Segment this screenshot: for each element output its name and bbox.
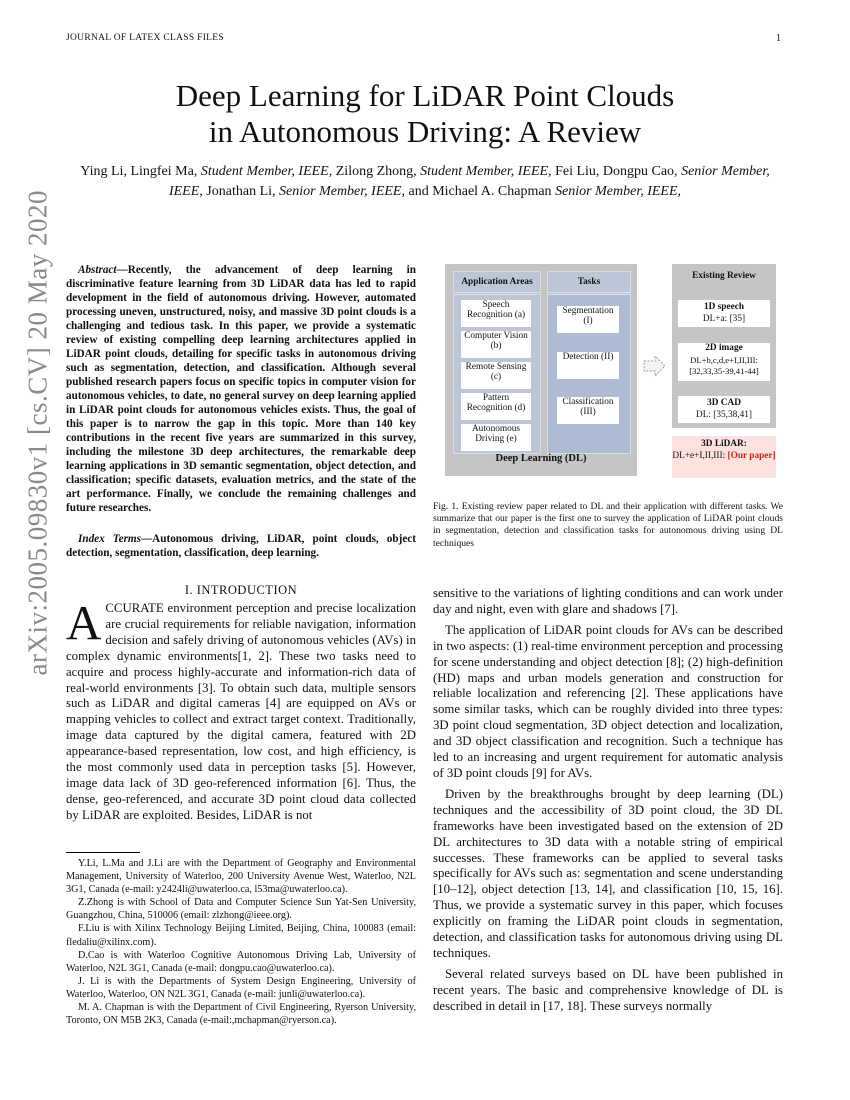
- tasks-header: Tasks: [547, 271, 631, 293]
- footnote: M. A. Chapman is with the Department of Civil Engineering, Ryerson University, Toronto, ON M5B 2K3, Canada (e-mail:,mchapman@ryerson.ca).: [66, 1002, 416, 1027]
- running-header: JOURNAL OF LATEX CLASS FILES: [66, 33, 224, 43]
- review-item-3d-cad: [678, 396, 770, 423]
- task-item: Classification (III): [557, 397, 619, 424]
- author-names: Jonathan Li,: [202, 184, 280, 199]
- lidar-title: 3D LiDAR:: [701, 439, 747, 449]
- intro-paragraph: [66, 595, 416, 824]
- footnote: D.Cao is with Waterloo Cognitive Autonomous Driving Lab, University of Waterloo, N2L 3G1, Canada (e-mail: dongpu.cao@uwaterloo.ca).: [66, 949, 416, 974]
- our-paper-label: [Our paper]: [727, 451, 776, 461]
- paragraph: The application of LiDAR point clouds for AVs can be described in two aspects: (1) real-time environment perception and processing for scene understanding and object detection [8]; (2) high-definition (HD) maps and urban models generation and construction for reliable localization and referencing [2]. These applications have some similar tasks, which can be roughly divided into three types: 3D point cloud segmentation, 3D object detection and localization, and 3D object classification and recognition. Such a technique has led to an increasing and urgent requirement for automatic analysis of 3D point clouds [9] for AVs.: [433, 622, 783, 780]
- dl-label: Deep Learning (DL): [495, 453, 587, 464]
- title-line-1: Deep Learning for LiDAR Point Clouds: [175, 78, 675, 113]
- author-names: and Michael A. Chapman: [404, 184, 556, 199]
- arrow-right-icon: [643, 354, 667, 378]
- abstract: [66, 263, 416, 515]
- abstract-label: Abstract: [78, 264, 117, 276]
- area-item: Computer Vision (b): [461, 331, 531, 358]
- author-names: Ying Li, Lingfei Ma,: [80, 164, 201, 179]
- area-item: Autonomous Driving (e): [461, 424, 531, 451]
- paragraph: sensitive to the variations of lighting conditions and can work under day and night, even with glare and shadows [7].: [433, 586, 783, 616]
- abstract-text: —Recently, the advancement of deep learning in discriminative feature learning from 3D LiDAR data has led to rapid development in the field of autonomous driving. However, automated processing uneven, unstructured, noisy, and massive 3D point clouds is a challenging and tedious task. In this paper, we provide a systematic review of existing compelling deep learning architectures applied in LiDAR point clouds, detailing for specific tasks in autonomous driving such as segmentation, detection, and classification. Although several published research papers focus on specific topics in computer vision for autonomous vehicles, to date, no general survey on deep learning applied in LiDAR point clouds for autonomous vehicles exists. Thus, the goal of this paper is to narrow the gap in this topic. More than 140 key contributions in the recent five years are summarized in this survey, including the milestone 3D deep architectures, the remarkable deep learning applications in 3D semantic segmentation, object detection, and classification; specific datasets, evaluation metrics, and the state of the art performance. Finally, we conclude the remaining challenges and future researches.: [66, 264, 416, 514]
- membership: Senior Member, IEEE,: [555, 184, 682, 199]
- footnote: F.Liu is with Xilinx Technology Beijing Limited, Beijing, China, 100083 (email: fledaliu@xilinx.com).: [66, 923, 416, 948]
- review-title: 1D speech: [703, 302, 745, 312]
- lead-word: CCURATE: [105, 601, 164, 615]
- review-detail: DL+b,c,d,e+I,II,III: [32,33,35-39,41-44]: [689, 354, 759, 376]
- review-item-3d-lidar: [672, 436, 776, 478]
- author-names: Fei Liu, Dongpu Cao,: [551, 164, 682, 179]
- review-item-1d: [678, 300, 770, 327]
- task-item: Segmentation (I): [557, 306, 619, 333]
- index-terms: [66, 532, 416, 560]
- review-detail: DL: [35,38,41]: [695, 410, 753, 420]
- page-number: 1: [776, 33, 781, 44]
- title-line-2: in Autonomous Driving: A Review: [208, 114, 642, 149]
- footnote-rule: [66, 852, 140, 853]
- index-terms-text: —Autonomous driving, LiDAR, point clouds, object detection, segmentation, classification, deep learning.: [66, 533, 416, 559]
- existing-review-header: Existing Review: [692, 271, 756, 281]
- membership: Senior Member, IEEE,: [279, 184, 405, 199]
- footnotes: [66, 857, 416, 1027]
- drop-cap: A: [66, 595, 102, 650]
- app-areas-header: Application Areas: [453, 271, 541, 293]
- area-item: Speech Recognition (a): [461, 300, 531, 327]
- section-heading: I. INTRODUCTION: [184, 583, 298, 597]
- membership: Senior Member, IEEE,: [168, 164, 770, 199]
- right-column-text: [433, 586, 783, 1020]
- footnote: Z.Zhong is with School of Data and Computer Science Sun Yat-Sen University, Guangzhou, China, 510006 (email: zlzhong@ieee.org).: [66, 897, 416, 922]
- membership: Student Member, IEEE,: [200, 164, 333, 179]
- review-item-2d: [678, 343, 770, 381]
- figure-caption: Fig. 1. Existing review paper related to DL and their application with different tasks. We summarize that our paper is the first one to survey the application of LiDAR point clouds in segmentation, detection and classification tasks for autonomous driving using DL techniques: [433, 501, 783, 549]
- author-names: Zilong Zhong,: [332, 164, 421, 179]
- paper-title: [80, 78, 770, 150]
- area-item: Pattern Recognition (d): [461, 393, 531, 420]
- intro-text: environment perception and precise localization are crucial requirements for reliable navigation, information decision and safely driving of autonomous vehicles (AVs) in complex dynamic environments[1, 2]. These two tasks need to acquire and process highly-accurate and information-rich data of real-world environments [3]. To obtain such data, multiple sensors such as LiDAR and digital cameras [4] are equipped on AVs or mapping vehicles to collect and extract target context. Traditionally, image data captured by the digital camera, featured with 2D appearance-based representation, low cost, and high efficiency, is the most commonly used data in perception tasks [5]. However, image data lack of 3D geo-referenced information [6]. Thus, the dense, geo-referenced, and accurate 3D point cloud data collected by LiDAR are exploited. Besides, LiDAR is not: [66, 601, 416, 822]
- paragraph: Several related surveys based on DL have been published in recent years. The basic and comprehensive knowledge of DL is described in detail in [17, 18]. These surveys normally: [433, 966, 783, 1013]
- review-detail: DL+a: [35]: [702, 314, 746, 324]
- figure-1: [440, 258, 780, 488]
- task-item: Detection (II): [557, 352, 619, 379]
- paragraph: Driven by the breakthroughs brought by deep learning (DL) techniques and the accessibility of 3D point cloud, the 3D DL frameworks have been investigated based on the extension of 2D DL architectures to 3D data with a notable string of empirical successes. These frameworks can be applied to several tasks specifically for AVs such as: segmentation and scene understanding [10–12], object detection [13, 14], and classification [10, 15, 16]. Thus, we provide a systematic survey in this paper, which focuses explicitly on framing the LiDAR point clouds in segmentation, detection, and classification tasks for autonomous driving using DL techniques.: [433, 786, 783, 960]
- review-title: 2D image: [705, 343, 743, 353]
- membership: Student Member, IEEE,: [420, 164, 552, 179]
- index-terms-label: Index Terms: [78, 533, 141, 545]
- area-item: Remote Sensing (c): [461, 362, 531, 389]
- author-list: [66, 162, 784, 202]
- arxiv-stamp: arXiv:2005.09830v1 [cs.CV] 20 May 2020: [22, 190, 53, 676]
- lidar-detail: DL+e+I,II,III:: [672, 451, 728, 461]
- review-title: 3D CAD: [707, 398, 741, 408]
- footnote: J. Li is with the Departments of System Design Engineering, University of Waterloo, Waterloo, ON N2L 3G1, Canada (e-mail: junli@uwaterloo.ca).: [66, 975, 416, 1000]
- footnote: Y.Li, L.Ma and J.Li are with the Department of Geography and Environmental Management, University of Waterloo, 200 University Avenue West, Waterloo, N2L 3G1, Canada (e-mail: y2424li@uwaterloo.ca, l53ma@uwaterloo.ca).: [66, 858, 416, 896]
